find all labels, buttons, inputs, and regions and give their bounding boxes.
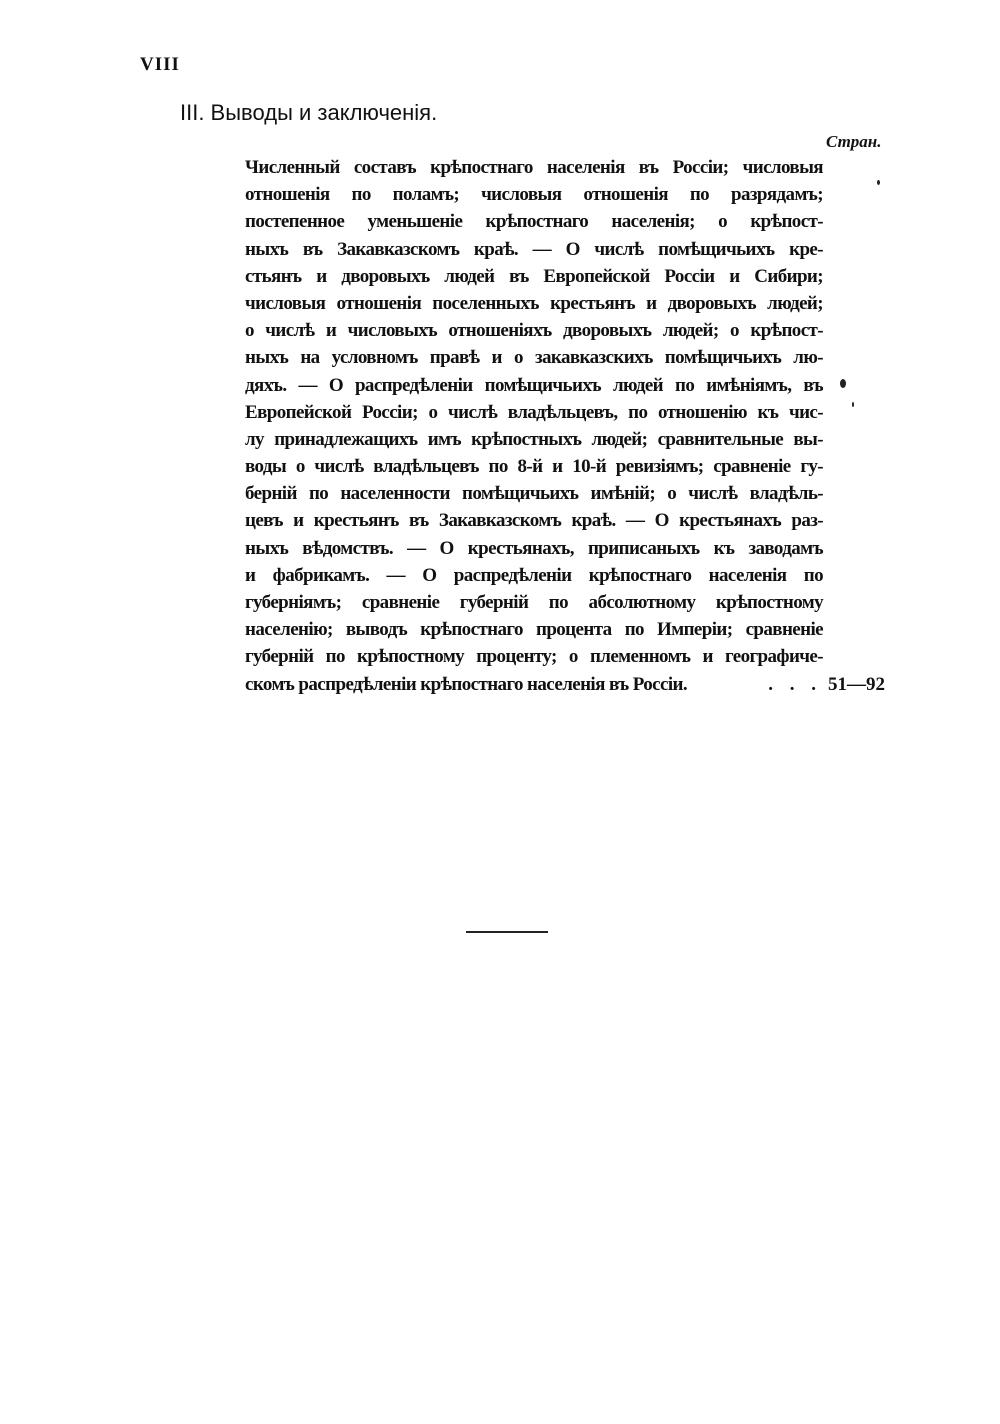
entry-line [245,453,823,480]
entry-line-text: лу принадлежащихъ имъ крѣпостныхъ людей; сравнительные вы- [245,428,823,450]
entry-line [245,616,823,643]
entry-line [245,480,823,507]
page-column-header: Стран. [826,132,882,151]
entry-line [245,263,823,290]
entry-line [245,236,823,263]
entry-line-text: населенію; выводъ крѣпостнаго процента по Имперіи; сравненіе [245,619,823,641]
entry-line-text: берній по населенности помѣщичьихъ имѣній; о числѣ владѣль- [245,483,823,505]
entry-line [245,507,823,534]
section-divider [466,931,548,933]
entry-line [245,181,823,208]
entry-line-text: о числѣ и числовыхъ отношеніяхъ дворовыхъ людей; о крѣпост- [245,320,823,342]
entry-line-text: Европейской Россіи; о числѣ владѣльцевъ, по отношенію къ чис- [245,401,823,423]
entry-line [245,562,823,589]
entry-line-text: воды о числѣ владѣльцевъ по 8-й и 10-й ревизіямъ; сравненіе гу- [245,456,823,478]
entry-line [245,643,823,670]
entry-line [245,154,823,181]
entry-last-line [245,671,885,698]
entry-line-text: отношенія по поламъ; числовыя отношенія по разрядамъ; [245,184,823,206]
entry-line-text: губерніямъ; сравненіе губерній по абсолютному крѣпостному [245,592,823,613]
entry-line [245,290,823,317]
entry-line-text: Численный составъ крѣпостнаго населенія въ Россіи; числовыя [245,157,823,178]
scan-speck [877,180,880,185]
entry-line-text: стьянъ и дворовыхъ людей въ Европейской Россіи и Сибири; [245,265,823,287]
page-range: 51—92 [828,673,885,695]
entry-line-text: ныхъ вѣдомствъ. — О крестьянахъ, приписаныхъ къ заводамъ [245,537,823,559]
page-number: VIII [140,54,180,75]
entry-line [245,372,823,399]
entry-line [245,344,823,371]
entry-line-text: дяхъ. — О распредѣленіи помѣщичьихъ людей по имѣніямъ, въ [245,374,823,396]
entry-line [245,589,823,616]
entry-line-text: и фабрикамъ. — О распредѣленіи крѣпостнаго населенія по [245,564,823,586]
entry-line-text: губерній по крѣпостному проценту; о племенномъ и географиче- [245,646,823,668]
scan-speck [852,402,854,407]
contents-entry [245,154,885,698]
entry-line-text: ныхъ на условномъ правѣ и о закавказскихъ помѣщичьихъ лю- [245,347,823,369]
entry-line [245,208,823,235]
entry-line-text: цевъ и крестьянъ въ Закавказскомъ краѣ. — О крестьянахъ раз- [245,510,823,532]
entry-line-text: ныхъ въ Закавказскомъ краѣ. — О числѣ помѣщичьихъ кре- [245,238,823,260]
scan-speck [840,379,846,388]
entry-line [245,317,823,344]
section-heading: III. Выводы и заключенія. [180,100,438,125]
entry-line-text: числовыя отношенія поселенныхъ крестьянъ и дворовыхъ людей; [245,292,823,314]
dot-leader: . . . [768,673,822,695]
entry-line-text: постепенное уменьшеніе крѣпостнаго населенія; о крѣпост- [245,211,823,233]
entry-line [245,399,823,426]
entry-line [245,426,823,453]
entry-last-line-text: скомъ распредѣленіи крѣпостнаго населенія въ Россіи. [245,673,688,695]
entry-line [245,535,823,562]
